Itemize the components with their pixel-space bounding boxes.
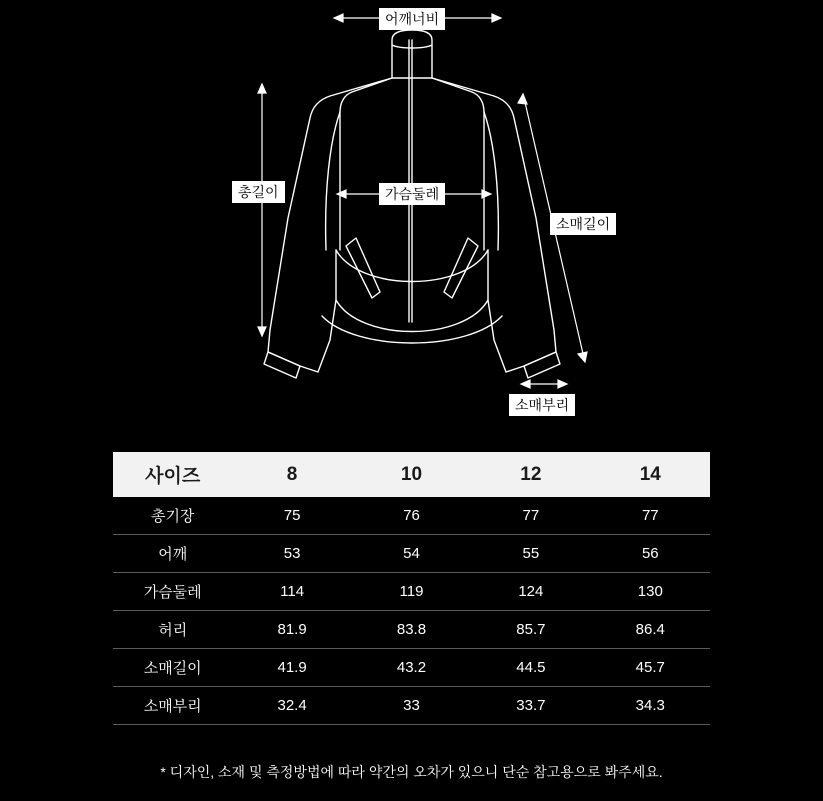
cell: 77 bbox=[471, 497, 590, 535]
cell: 32.4 bbox=[232, 687, 351, 725]
cell: 43.2 bbox=[352, 649, 471, 687]
cell: 34.3 bbox=[591, 687, 710, 725]
cell: 55 bbox=[471, 535, 590, 573]
cell: 53 bbox=[232, 535, 351, 573]
table-header-row bbox=[113, 452, 710, 497]
header-cell-12: 12 bbox=[471, 452, 590, 497]
row-label: 소매부리 bbox=[113, 687, 232, 725]
label-total-length: 총길이 bbox=[232, 181, 285, 203]
cell: 76 bbox=[352, 497, 471, 535]
header-cell-14: 14 bbox=[591, 452, 710, 497]
header-cell-10: 10 bbox=[352, 452, 471, 497]
label-chest: 가슴둘레 bbox=[379, 183, 445, 205]
table-row bbox=[113, 611, 710, 649]
cell: 114 bbox=[232, 573, 351, 611]
row-label: 총기장 bbox=[113, 497, 232, 535]
row-label: 허리 bbox=[113, 611, 232, 649]
cell: 45.7 bbox=[591, 649, 710, 687]
cell: 130 bbox=[591, 573, 710, 611]
cell: 86.4 bbox=[591, 611, 710, 649]
label-sleeve-length: 소매길이 bbox=[550, 213, 616, 235]
cell: 77 bbox=[591, 497, 710, 535]
cell: 44.5 bbox=[471, 649, 590, 687]
cell: 56 bbox=[591, 535, 710, 573]
label-cuff: 소매부리 bbox=[509, 394, 575, 416]
header-cell-8: 8 bbox=[232, 452, 351, 497]
cell: 54 bbox=[352, 535, 471, 573]
size-table-container bbox=[113, 452, 710, 725]
table-row bbox=[113, 649, 710, 687]
table-row bbox=[113, 687, 710, 725]
cell: 81.9 bbox=[232, 611, 351, 649]
row-label: 소매길이 bbox=[113, 649, 232, 687]
header-cell-size: 사이즈 bbox=[113, 452, 232, 497]
label-shoulder: 어깨너비 bbox=[379, 8, 445, 30]
size-table bbox=[113, 452, 710, 725]
cell: 119 bbox=[352, 573, 471, 611]
cell: 85.7 bbox=[471, 611, 590, 649]
table-row bbox=[113, 573, 710, 611]
row-label: 어깨 bbox=[113, 535, 232, 573]
table-row bbox=[113, 535, 710, 573]
footnote-text: * 디자인, 소재 및 측정방법에 따라 약간의 오차가 있으니 단순 참고용으로 봐주세요. bbox=[160, 764, 663, 780]
cell: 33 bbox=[352, 687, 471, 725]
row-label: 가슴둘레 bbox=[113, 573, 232, 611]
cell: 124 bbox=[471, 573, 590, 611]
table-row bbox=[113, 497, 710, 535]
cell: 83.8 bbox=[352, 611, 471, 649]
cell: 41.9 bbox=[232, 649, 351, 687]
cell: 75 bbox=[232, 497, 351, 535]
cell: 33.7 bbox=[471, 687, 590, 725]
